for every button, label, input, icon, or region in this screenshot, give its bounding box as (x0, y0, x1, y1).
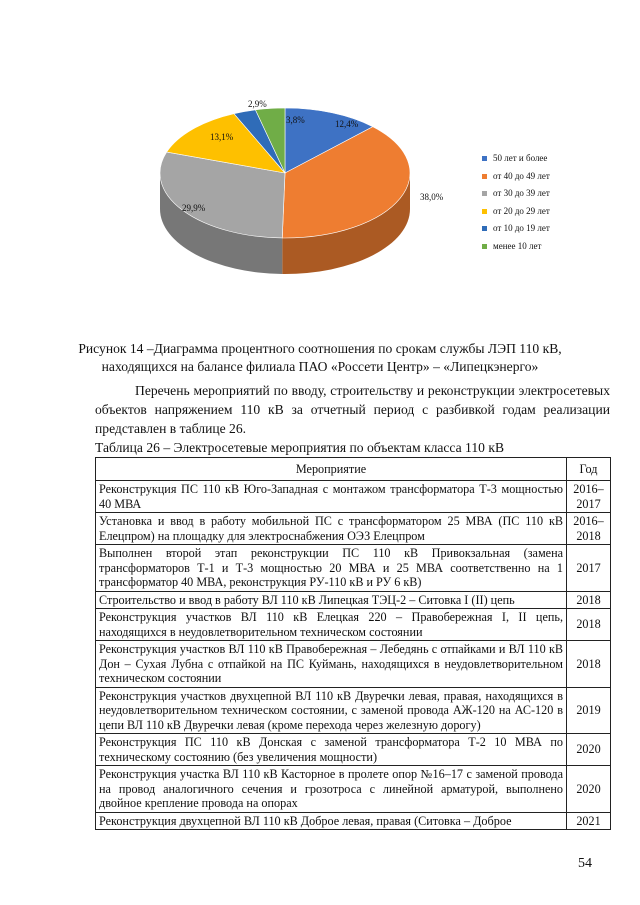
pct-label-10-19: 2,9% (248, 99, 267, 109)
cell-activity: Реконструкция участков ВЛ 110 кВ Правобережная – Лебедянь с отпайками и ВЛ 110 кВ Дон – Сухая Лубна с отпайкой на ПС Куймань, находящихся в неудовлетворительном техническом состоянии (96, 641, 567, 688)
activities-table (95, 457, 611, 830)
legend-swatch (482, 174, 487, 179)
cell-activity: Реконструкция участков двухцепной ВЛ 110 кВ Двуречки левая, правая, находящихся в неудовлетворительном техническом состоянии, с заменой провода АЖ-120 на АС-120 в цепи ВЛ 110 кВ Двуречки левая (кроме перехода через железную дорогу) (96, 687, 567, 734)
cell-year: 2016–2017 (567, 481, 611, 513)
cell-year: 2016–2018 (567, 513, 611, 545)
chart-legend (482, 150, 550, 255)
legend-swatch (482, 226, 487, 231)
cell-activity: Строительство и ввод в работу ВЛ 110 кВ Липецкая ТЭЦ-2 – Ситовка I (II) цепь (96, 591, 567, 609)
legend-item (482, 220, 550, 238)
paragraph-text: Перечень мероприятий по вводу, строительству и реконструкции электросетевых объектов напряжением 110 кВ за отчетный период с разбивкой годам реализации представлен в таблице 26. (95, 383, 610, 436)
table-title: Таблица 26 – Электросетевые мероприятия по объектам класса 110 кВ (95, 440, 505, 455)
legend-item (482, 150, 550, 168)
legend-label: 50 лет и более (493, 153, 548, 163)
pct-label-30-39: 29,9% (182, 203, 206, 213)
cell-activity: Реконструкция двухцепной ВЛ 110 кВ Доброе левая, правая (Ситовка – Доброе (96, 812, 567, 830)
cell-activity: Установка и ввод в работу мобильной ПС с трансформатором 25 МВА (ПС 110 кВ Елецпром) на площадку для электроснабжения ОЭЗ Елецпром (96, 513, 567, 545)
legend-item (482, 238, 550, 256)
figure-caption: Рисунок 14 –Диаграмма процентного соотношения по срокам службы ЛЭП 110 кВ, находящихся на балансе филиала ПАО «Россети Центр» – «Липецкэнерго» (78, 341, 562, 374)
pct-label-under-10: 3,8% (286, 115, 305, 125)
cell-activity: Реконструкция участка ВЛ 110 кВ Касторное в пролете опор №16–17 с заменой провода на провод аналогичного сечения и грозотроса с линейной арматурой, выполнено двойное крепление провода на опорах (96, 766, 567, 813)
cell-year: 2020 (567, 766, 611, 813)
pct-label-50-plus: 12,4% (335, 119, 359, 129)
cell-activity: Реконструкция участков ВЛ 110 кВ Елецкая 220 – Правобережная I, II цепь, находящихся в неудовлетворительном техническом состоянии (96, 609, 567, 641)
pct-label-40-49: 38,0% (420, 192, 444, 202)
cell-year: 2018 (567, 591, 611, 609)
table-row (96, 591, 611, 609)
cell-activity: Реконструкция ПС 110 кВ Юго-Западная с монтажом трансформатора Т-3 мощностью 40 МВА (96, 481, 567, 513)
pct-label-20-29: 13,1% (210, 132, 234, 142)
cell-year: 2018 (567, 641, 611, 688)
legend-item (482, 203, 550, 221)
table-row (96, 812, 611, 830)
legend-label: от 20 до 29 лет (493, 205, 550, 216)
body-paragraph (95, 381, 610, 438)
legend-swatch (482, 191, 487, 196)
legend-item (482, 185, 550, 203)
cell-activity: Выполнен второй этап реконструкции ПС 110 кВ Привокзальная (замена трансформаторов Т-1 и Т-3 мощностью 20 МВА и 25 МВА соответственно на 1 трансформатор 40 МВА, реконструкция РУ-110 кВ и РУ 6 кВ) (96, 545, 567, 592)
legend-swatch (482, 244, 487, 249)
cell-year: 2019 (567, 687, 611, 734)
pie-chart (130, 88, 570, 288)
header-year: Год (567, 458, 611, 481)
table-row (96, 641, 611, 688)
legend-label: менее 10 лет (493, 240, 542, 251)
cell-activity: Реконструкция ПС 110 кВ Донская с заменой трансформатора Т-2 10 МВА по техническому состоянию (без увеличения мощности) (96, 734, 567, 766)
page-number: 54 (578, 856, 592, 871)
table-row (96, 481, 611, 513)
cell-year: 2018 (567, 609, 611, 641)
table-row (96, 734, 611, 766)
cell-year: 2017 (567, 545, 611, 592)
legend-label: от 30 до 39 лет (493, 188, 550, 198)
legend-swatch (482, 209, 487, 214)
table-row (96, 687, 611, 734)
table-row (96, 513, 611, 545)
legend-swatch (482, 156, 487, 161)
table-header-row (96, 458, 611, 481)
cell-year: 2020 (567, 734, 611, 766)
legend-label: от 40 до 49 лет (493, 170, 550, 181)
legend-label: от 10 до 19 лет (493, 223, 550, 233)
header-activity: Мероприятие (96, 458, 567, 481)
table-row (96, 545, 611, 592)
table-row (96, 766, 611, 813)
table-row (96, 609, 611, 641)
legend-item (482, 168, 550, 186)
cell-year: 2021 (567, 812, 611, 830)
